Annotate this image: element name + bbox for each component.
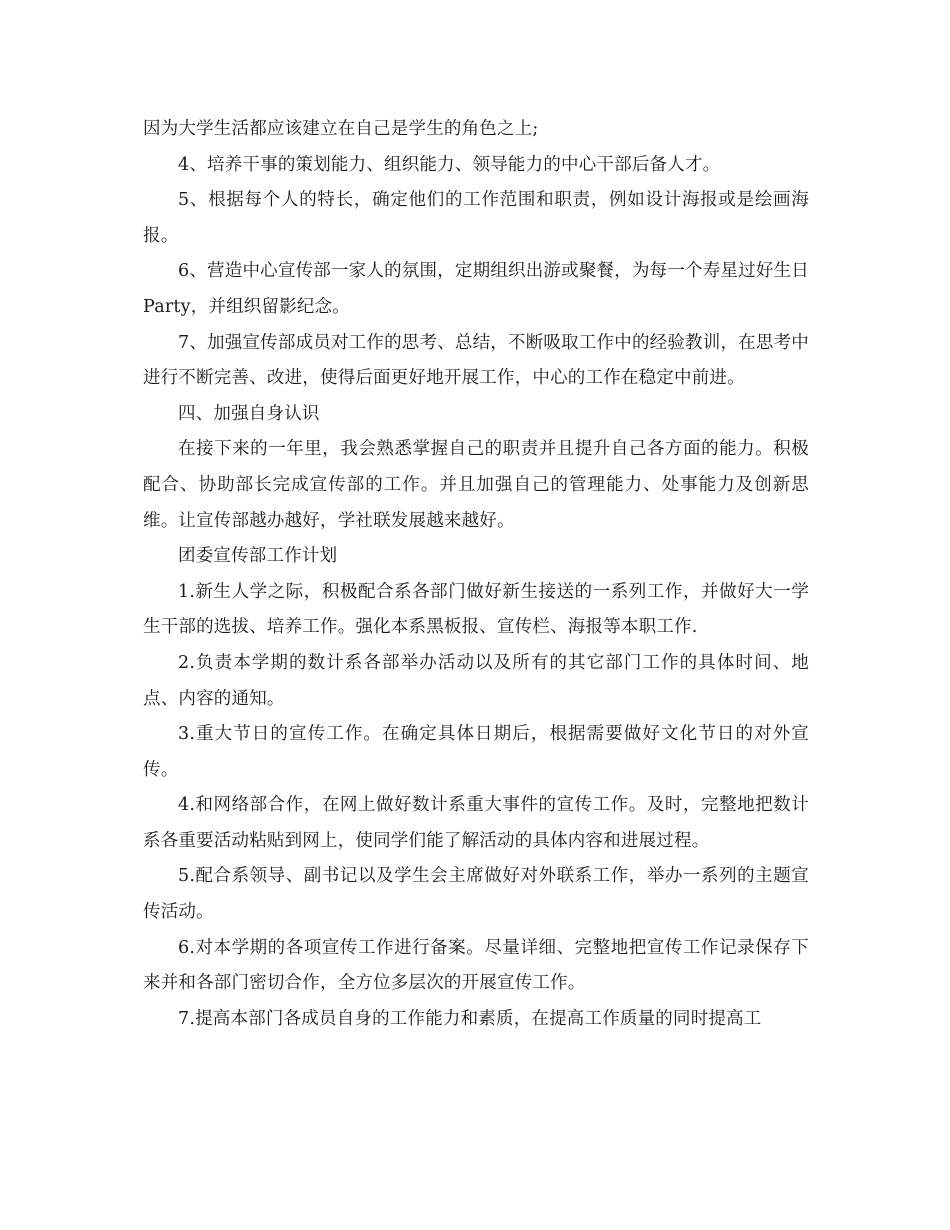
paragraph-7: 在接下来的一年里，我会熟悉掌握自己的职责并且提升自己各方面的能力。积极配合、协助部长完成宣传部的工作。并且加强自己的管理能力、处事能力及创新思维。让宣传部越办越好，学社联发展越来越好。 — [143, 439, 809, 531]
paragraph-9: 1.新生人学之际，积极配合系各部门做好新生接送的一系列工作，并做好大一学生干部的选拔、培养工作。强化本系黑板报、宣传栏、海报等本职工作. — [143, 581, 809, 638]
paragraph-12: 4.和网络部合作，在网上做好数计系重大事件的宣传工作。及时，完整地把数计系各重要活动粘贴到网上，使同学们能了解活动的具体内容和进展过程。 — [143, 795, 809, 851]
document-body — [143, 112, 809, 1037]
paragraph-15: 7.提高本部门各成员自身的工作能力和素质，在提高工作质量的同时提高工 — [178, 1008, 762, 1029]
paragraph-10: 2.负责本学期的数计系各部举办活动以及所有的其它部门工作的具体时间、地点、内容的通知。 — [143, 652, 809, 709]
paragraph-3: 5、根据每个人的特长，确定他们的工作范围和职责，例如设计海报或是绘画海报。 — [143, 190, 809, 246]
paragraph-1: 因为大学生活都应该建立在自己是学生的角色之上; — [143, 119, 539, 139]
section-heading-self-awareness: 四、加强自身认识 — [178, 403, 320, 424]
paragraph-4: 6、营造中心宣传部一家人的氛围，定期组织出游或聚餐，为每一个寿星过好生日Party，并组织留影纪念。 — [143, 261, 809, 317]
paragraph-11: 3.重大节日的宣传工作。在确定具体日期后，根据需要做好文化节日的对外宣传。 — [143, 724, 809, 780]
paragraph-14: 6.对本学期的各项宣传工作进行备案。尽量详细、完整地把宣传工作记录保存下来并和各部门密切合作，全方位多层次的开展宣传工作。 — [143, 937, 809, 994]
paragraph-5: 7、加强宣传部成员对工作的思考、总结，不断吸取工作中的经验教训，在思考中进行不断完善、改进，使得后面更好地开展工作，中心的工作在稳定中前进。 — [143, 332, 809, 389]
paragraph-2: 4、培养干事的策划能力、组织能力、领导能力的中心干部后备人才。 — [178, 154, 721, 175]
section-heading-work-plan: 团委宣传部工作计划 — [178, 546, 338, 567]
paragraph-13: 5.配合系领导、副书记以及学生会主席做好对外联系工作，举办一系列的主题宣传活动。 — [143, 866, 809, 923]
